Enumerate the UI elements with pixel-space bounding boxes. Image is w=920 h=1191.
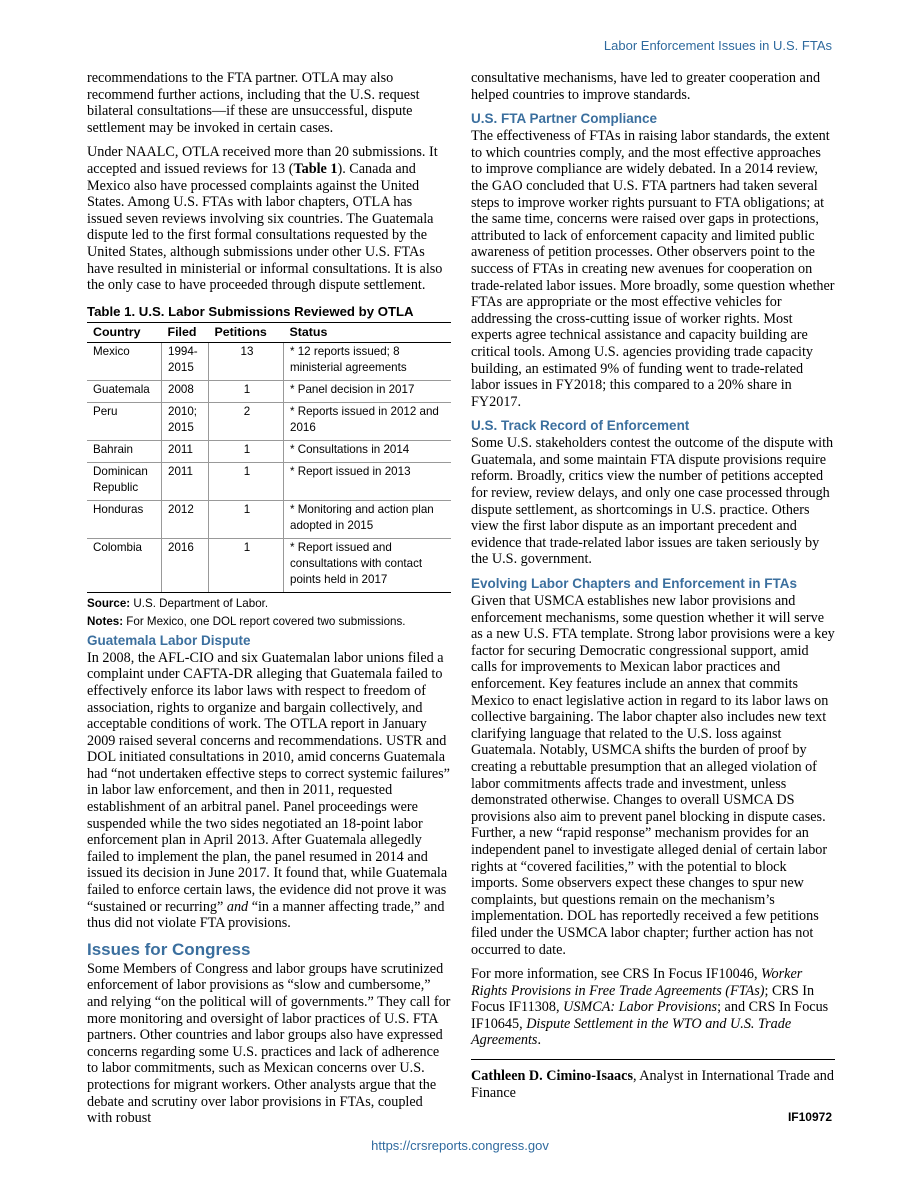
running-header: Labor Enforcement Issues in U.S. FTAs (603, 38, 832, 53)
table-row (87, 500, 451, 538)
cell-status: * Consultations in 2014 (284, 440, 452, 462)
paragraph-naalc-submissions: Under NAALC, OTLA received more than 20 submissions. It accepted and issued reviews for 13 (Table 1). Canada and Mexico also have processed complaints against the United States. Among U.S. FTAs with labor chapters, OTLA has issued seven reviews involving six countries. The Guatemala dispute led to the first formal consultations requested by the United States, although submissions under other U.S. FTAs have resulted in ministerial or informal consultations. It is also the only case to have proceeded through dispute settlement. (87, 144, 443, 294)
cell-petitions: 1 (209, 538, 284, 592)
author-line (471, 1068, 835, 1101)
header-petitions: Petitions (209, 322, 284, 342)
issues-heading: Issues for Congress (87, 939, 251, 959)
cell-filed: 2012 (162, 500, 209, 538)
cell-country: Dominican Republic (87, 462, 162, 500)
table-caption: Table 1. U.S. Labor Submissions Reviewed by OTLA (87, 303, 414, 319)
report-id: IF10972 (787, 1110, 832, 1124)
cell-country: Honduras (87, 500, 162, 538)
paragraph-otla-recommendations: recommendations to the FTA partner. OTLA may also recommend further actions, including that the U.S. request bilateral consultations—if these are unsuccessful, dispute settlement may be invoked in certain cases. (87, 70, 420, 136)
cell-petitions: 1 (209, 462, 284, 500)
cell-petitions: 13 (209, 342, 284, 380)
right-column (471, 70, 835, 1109)
table-reference: Table 1 (293, 160, 338, 177)
link-title-dispute-settlement: Dispute Settlement in the WTO and U.S. Trade Agreements (471, 1015, 792, 1049)
table-row (87, 380, 451, 402)
paragraph-partner-compliance: The effectiveness of FTAs in raising labor standards, the extent to which countries comply, and the most effective approaches to improve compliance are widely debated. In a 2014 review, the GAO concluded that U.S. FTA partners had taken several steps to improve worker rights pursuant to FTA obligations; at the same time, concerns were raised over gaps in protections, attributed to lack of enforcement capacity and limited public awareness of petition processes. Other observers point to the success of FTAs in creating new avenues for cooperation on trade-related labor issues. More broadly, some question whether FTAs are appropriate or the most effective vehicles for addressing the cross-cutting issue of worker rights. Most experts agree technical assistance and capacity building are critical tools. Among U.S. agencies providing trade capacity building, an estimated 9% of funding went to trade-related labor issues in FY2018; this compared to a 20% share in FY2017. (471, 128, 835, 410)
paragraph-consultative-mechanisms: consultative mechanisms, have led to greater cooperation and helped countries to improve standards. (471, 70, 821, 103)
left-column (87, 70, 451, 1135)
author-title: , Analyst in International Trade and Finance (471, 1068, 834, 1101)
header-filed: Filed (162, 322, 209, 342)
cell-country: Bahrain (87, 440, 162, 462)
paragraph-more-information: For more information, see CRS In Focus IF10046, Worker Rights Provisions in Free Trade Agreements (FTAs); CRS In Focus IF11308, USMCA: Labor Provisions; and CRS In Focus IF10645, Dispute Settlement in the WTO and U.S. Trade Agreements. (471, 966, 829, 1049)
table-row (87, 402, 451, 440)
cell-petitions: 2 (209, 402, 284, 440)
table-row (87, 342, 451, 380)
cell-status: * Report issued and consultations with contact points held in 2017 (284, 538, 452, 592)
cell-petitions: 1 (209, 380, 284, 402)
cell-status: * Reports issued in 2012 and 2016 (284, 402, 452, 440)
cell-filed: 2011 (162, 462, 209, 500)
table-row (87, 538, 451, 592)
cell-country: Peru (87, 402, 162, 440)
author-name: Cathleen D. Cimino-Isaacs (471, 1068, 633, 1085)
cell-status: * Report issued in 2013 (284, 462, 452, 500)
cell-country: Mexico (87, 342, 162, 380)
paragraph-track-record: Some U.S. stakeholders contest the outcome of the dispute with Guatemala, and some maintain FTA dispute provisions require reform. Broadly, critics view the number of petitions accepted for review, review delays, and only one case processed through dispute settlement, as shortcomings in U.S. practice. Others view the first labor dispute as an important precedent and evidence that trade-related labor issues are taken seriously by the U.S. government. (471, 435, 834, 568)
cell-filed: 2008 (162, 380, 209, 402)
cell-country: Guatemala (87, 380, 162, 402)
paragraph-issues-for-congress: Some Members of Congress and labor groups have scrutinized enforcement of labor provisions as “slow and cumbersome,” and relying “on the political will of governments.” They call for more monitoring and oversight of labor practices of U.S. FTA partners. Other countries and labor groups also have expressed concerns regarding some U.S. practices and lack of adherence to labor commitments, such as Mexican concerns over U.S. protections for migrant workers. Other analysts argue that the debate and scrutiny over labor provisions in FTAs, coupled with robust (87, 960, 451, 1127)
paragraph-guatemala-dispute: In 2008, the AFL-CIO and six Guatemalan labor unions filed a complaint under CAFTA-DR alleging that Guatemala failed to effectively enforce its labor laws with respect to freedom of association, rights to organize and bargain collectively, and acceptable conditions of work. The OTLA report in January 2009 raised several concerns and recommendations. USTR and DOL initiated consultations in 2010, amid concerns Guatemala had “not undertaken effective steps to correct systemic failures” in labor law enforcement, and then in 2011, requested establishment of an arbitral panel. Panel proceedings were suspended while the two sides negotiated an 18-point labor enforcement plan in April 2013. After Guatemala allegedly failed to implement the plan, the panel resumed in 2014 and issued its decision in June 2017. It found that, while Guatemala failed to enforce certain laws, the evidence did not prove it was “sustained or recurring” and “in a manner affecting trade,” and thus did not violate FTA provisions. (87, 649, 450, 932)
table-header-row (87, 322, 451, 342)
evolving-chapters-heading: Evolving Labor Chapters and Enforcement in FTAs (471, 576, 798, 592)
table-notes: Notes: For Mexico, one DOL report covered two submissions. (87, 614, 406, 628)
track-record-heading: U.S. Track Record of Enforcement (471, 418, 690, 434)
cell-petitions: 1 (209, 440, 284, 462)
cell-status: * Panel decision in 2017 (284, 380, 452, 402)
header-status: Status (284, 322, 452, 342)
submissions-table (87, 322, 451, 593)
cell-status: * 12 reports issued; 8 ministerial agreements (284, 342, 452, 380)
table-source: Source: U.S. Department of Labor. (87, 596, 269, 610)
cell-filed: 2010; 2015 (162, 402, 209, 440)
table-row (87, 440, 451, 462)
cell-country: Colombia (87, 538, 162, 592)
cell-petitions: 1 (209, 500, 284, 538)
cell-status: * Monitoring and action plan adopted in 2015 (284, 500, 452, 538)
table-row (87, 462, 451, 500)
link-title-usmca-labor: USMCA: Labor Provisions (563, 999, 718, 1016)
cell-filed: 2016 (162, 538, 209, 592)
cell-filed: 2011 (162, 440, 209, 462)
link-title-worker-rights: Worker Rights Provisions in Free Trade Agreements (FTAs) (471, 966, 803, 999)
compliance-heading: U.S. FTA Partner Compliance (471, 111, 658, 127)
header-country: Country (87, 322, 162, 342)
guatemala-heading: Guatemala Labor Dispute (87, 632, 251, 648)
paragraph-evolving-chapters: Given that USMCA establishes new labor provisions and enforcement mechanisms, some question whether it will serve as a new U.S. FTA template. Strong labor provisions were a key factor for securing Democratic congressional support, amid calls for improvements to Mexican labor practices and enforcement. Key features include an annex that commits Mexico to enact legislative action in regard to its labor laws on collective bargaining. The labor chapter also includes new text clarifying language that related to the U.S. loss against Guatemala. Notably, USMCA shifts the burden of proof by creating a rebuttable presumption that an alleged violation of labor commitments affects trade and investment, unless demonstrated otherwise. Changes to overall USMCA DS provisions also aim to prevent panel blocking in dispute cases. Further, a new “rapid response” mechanism provides for an independent panel to investigate alleged denial of certain labor rights at “covered facilities,” with the potential to block imports. Some observers expect these changes to spur new complaints, but questions remain on the mechanism’s implementation. DOL has reportedly received a few petitions filed under the USMCA labor chapter; further action has not occurred to date. (471, 593, 835, 958)
author-divider (471, 1059, 835, 1060)
footer-url-link[interactable]: https://crsreports.congress.gov (371, 1138, 549, 1153)
cell-filed: 1994-2015 (162, 342, 209, 380)
